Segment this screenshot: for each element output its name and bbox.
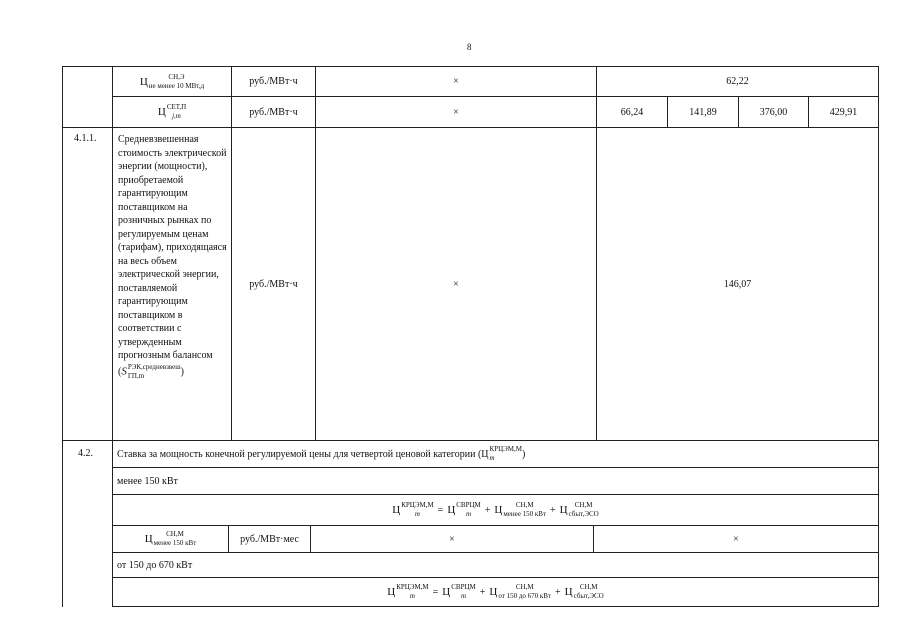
row42-number: 4.2.	[78, 448, 93, 459]
less150-formula: Ц КРЦЭМ,М m = Ц СВРЦМ m + Ц СН,М менее 150 кВт + Ц СН,М сбыт,ЭСО	[392, 501, 599, 518]
row411-formula: (S РЭК,средневзвеш ГП,m )	[118, 362, 184, 380]
less150-unit: руб./МВт·мес	[240, 533, 299, 545]
row1-symbol: Ц СН,Э не менее 10 МВт,д	[139, 72, 205, 90]
row2-col1: ×	[453, 106, 459, 118]
row2-symbol: Ц СЕТ,П j,m	[157, 103, 187, 120]
rule	[62, 66, 63, 607]
row411-unit: руб./МВт·ч	[249, 278, 298, 290]
less150-symbol: Ц СН,М менее 150 кВт	[144, 530, 197, 547]
row2-unit: руб./МВт·ч	[249, 106, 298, 118]
less150-label: менее 150 кВт	[117, 475, 178, 487]
row411-description: Средневзвешенная стоимость электрической энергии (мощности), приобретаемой гарантирующим поставщиком на розничных рынках по регулируемым ценам (тарифам), приходящаяся на весь объем электрической энергии, поставляемой гарантирующим поставщиком в соответствии с утвержденным прогнозным балансом (S РЭК,средневзвеш ГП,m )	[118, 134, 227, 380]
less150-col2: ×	[733, 533, 739, 545]
row411-number: 4.1.1.	[74, 133, 97, 144]
from150-formula: Ц КРЦЭМ,М m = Ц СВРЦМ m + Ц СН,М от 150 до 670 кВт + Ц СН,М сбыт,ЭСО	[387, 583, 604, 600]
row1-col2: 62,22	[726, 76, 749, 87]
row2-value-2: 141,89	[689, 106, 717, 118]
row42-title: Ставка за мощность конечной регулируемой цены для четвертой ценовой категории (Ц КРЦЭМ,М m )	[117, 445, 526, 462]
page-number: 8	[467, 42, 472, 52]
row2-value-4: 429,91	[829, 106, 858, 118]
less150-col1: ×	[449, 533, 455, 545]
row1-unit: руб./МВт·ч	[249, 76, 298, 87]
row411-col2: 146,07	[723, 278, 752, 290]
row2-value-1: 66,24	[620, 106, 644, 118]
from150-label: от 150 до 670 кВт	[117, 559, 193, 571]
row2-value-3: 376,00	[759, 106, 788, 118]
rule	[878, 66, 879, 607]
row1-col1: ×	[453, 76, 459, 87]
row411-col1: ×	[453, 278, 459, 290]
rule	[112, 606, 878, 607]
